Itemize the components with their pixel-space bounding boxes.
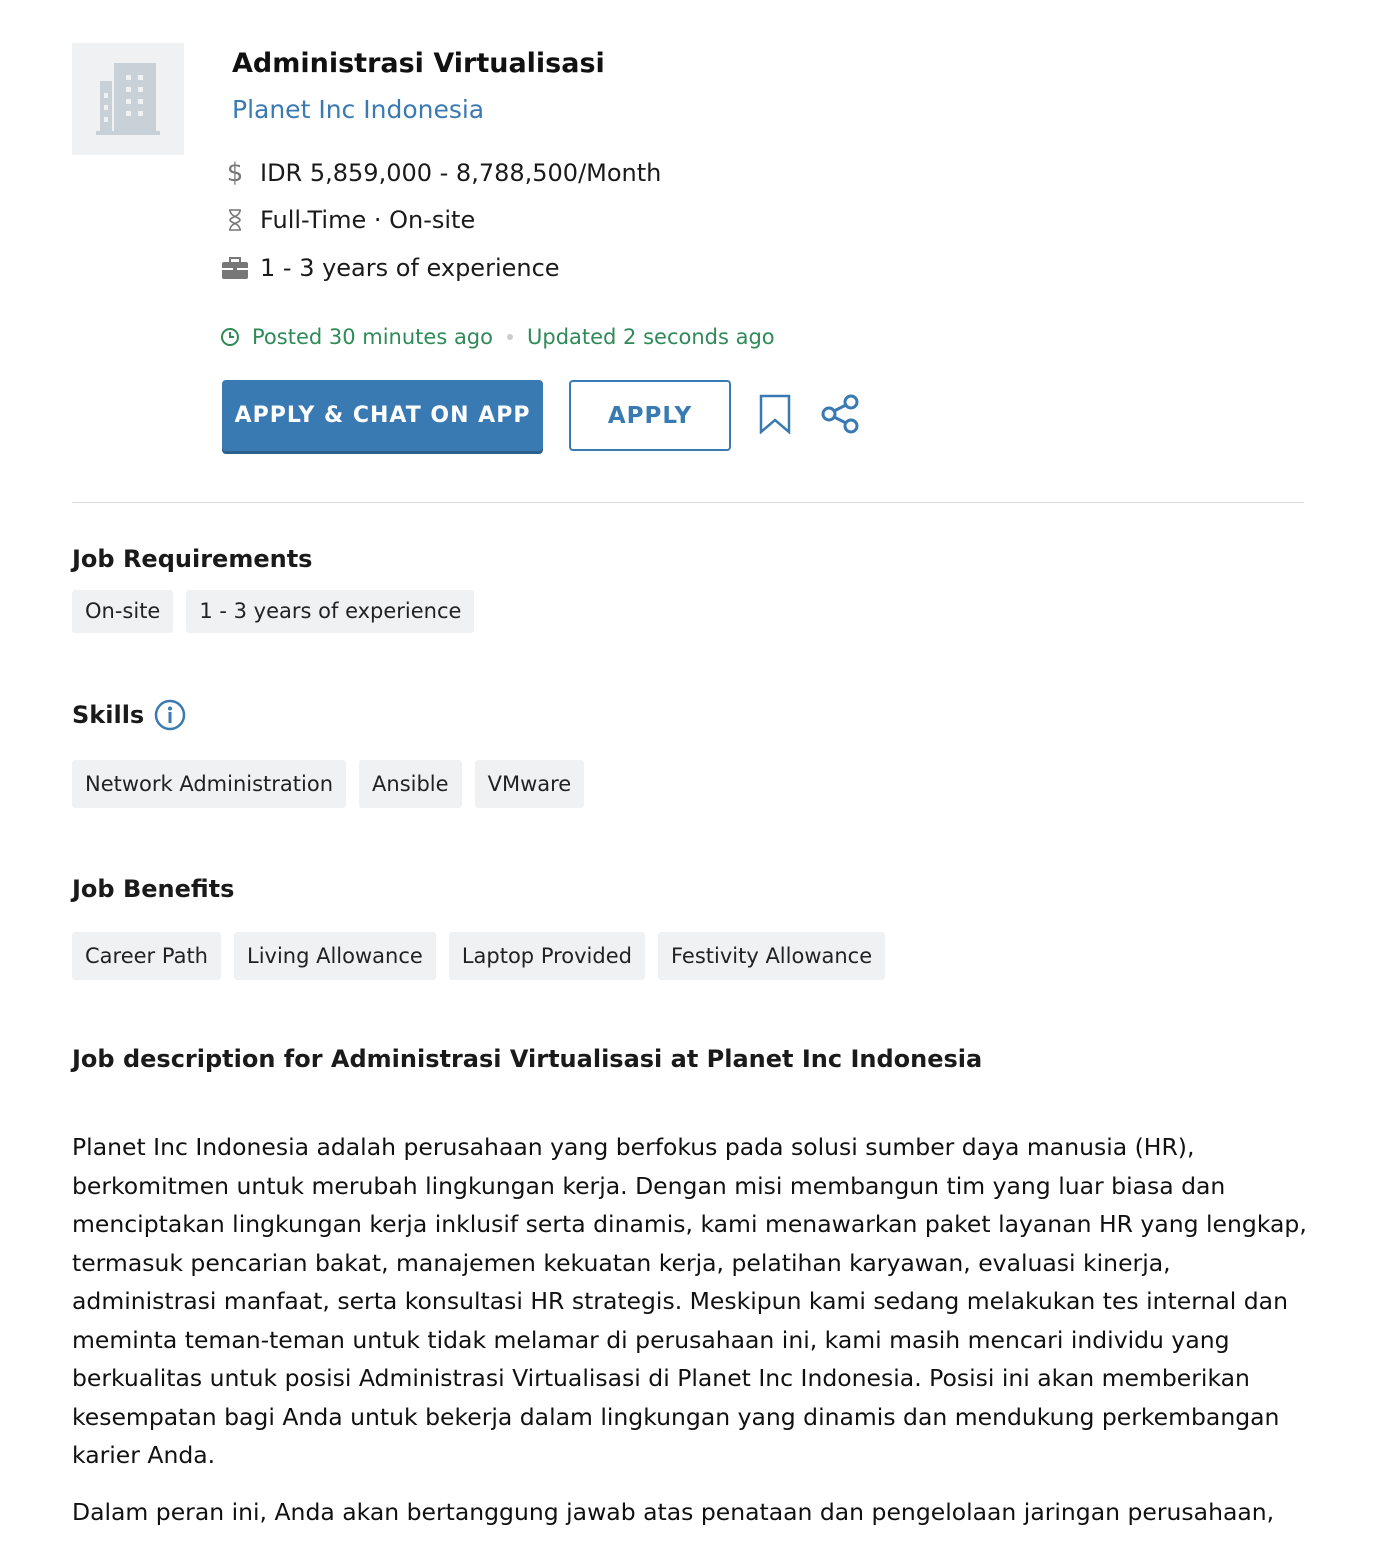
job-type-row: [220, 200, 475, 240]
apply-chat-on-app-button[interactable]: APPLY & CHAT ON APP: [222, 380, 543, 451]
divider: [72, 502, 1304, 503]
clock-icon: [220, 327, 240, 347]
skills-section: [72, 698, 584, 808]
info-icon[interactable]: [154, 699, 186, 731]
description-paragraph: Planet Inc Indonesia adalah perusahaan yang berfokus pada solusi sumber daya manusia (HR), berkomitmen untuk merubah lingkungan kerja. Dengan misi membangun tim yang luar biasa dan menciptakan lingkungan kerja inklusif serta dinamis, kami menawarkan paket layanan HR yang lengkap, termasuk pencarian bakat, manajemen kekuatan kerja, pelatihan karyawan, evaluasi kinerja, administrasi manfaat, serta konsultasi HR strategis. Meskipun kami sedang melakukan tes internal dan meminta teman-teman untuk tidak melamar di perusahaan ini, kami masih mencari individu yang berkualitas untuk posisi Administrasi Virtualisasi di Planet Inc Indonesia. Posisi ini akan memberikan kesempatan bagi Anda untuk bekerja dalam lingkungan yang dinamis dan mendukung perkembangan karier Anda.: [72, 1133, 1307, 1469]
experience-row: [220, 248, 560, 288]
share-icon[interactable]: [821, 394, 861, 438]
salary-text: IDR 5,859,000 - 8,788,500/Month: [260, 159, 662, 187]
benefit-tag: Laptop Provided: [449, 932, 645, 980]
job-benefits-section: [72, 872, 885, 980]
job-requirements-section: [72, 542, 474, 633]
bookmark-icon[interactable]: [759, 394, 791, 438]
posted-time: Posted 30 minutes ago: [252, 325, 493, 349]
benefit-tag: Living Allowance: [234, 932, 436, 980]
benefit-tag: Festivity Allowance: [658, 932, 885, 980]
apply-button[interactable]: APPLY: [569, 380, 731, 451]
building-icon: [96, 59, 160, 139]
separator-dot: [507, 334, 513, 340]
benefit-tag: Career Path: [72, 932, 221, 980]
job-title: Administrasi Virtualisasi: [232, 48, 605, 79]
job-description: [72, 1128, 1312, 1549]
requirement-tag: On-site: [72, 590, 173, 633]
skills-heading: Skills: [72, 701, 145, 729]
job-type-text: Full-Time · On-site: [260, 206, 476, 234]
company-link[interactable]: Planet Inc Indonesia: [232, 95, 485, 124]
job-requirements-heading: Job Requirements: [72, 545, 313, 573]
skill-tag: Network Administration: [72, 760, 346, 808]
salary-row: [220, 153, 661, 193]
skill-tag: Ansible: [359, 760, 462, 808]
requirement-tag: 1 - 3 years of experience: [186, 590, 474, 633]
job-description-heading: Job description for Administrasi Virtualisasi at Planet Inc Indonesia: [72, 1045, 983, 1073]
posted-info: [220, 325, 775, 349]
company-logo: [72, 43, 184, 155]
description-paragraph: Dalam peran ini, Anda akan bertanggung jawab atas penataan dan pengelolaan jaringan perusahaan,: [72, 1497, 1275, 1526]
briefcase-icon: [220, 256, 250, 280]
skill-tag: VMware: [475, 760, 585, 808]
job-benefits-heading: Job Benefits: [72, 875, 235, 903]
hourglass-icon: [220, 208, 250, 232]
updated-time: Updated 2 seconds ago: [527, 325, 775, 349]
dollar-icon: $: [226, 158, 244, 188]
experience-text: 1 - 3 years of experience: [260, 254, 560, 282]
